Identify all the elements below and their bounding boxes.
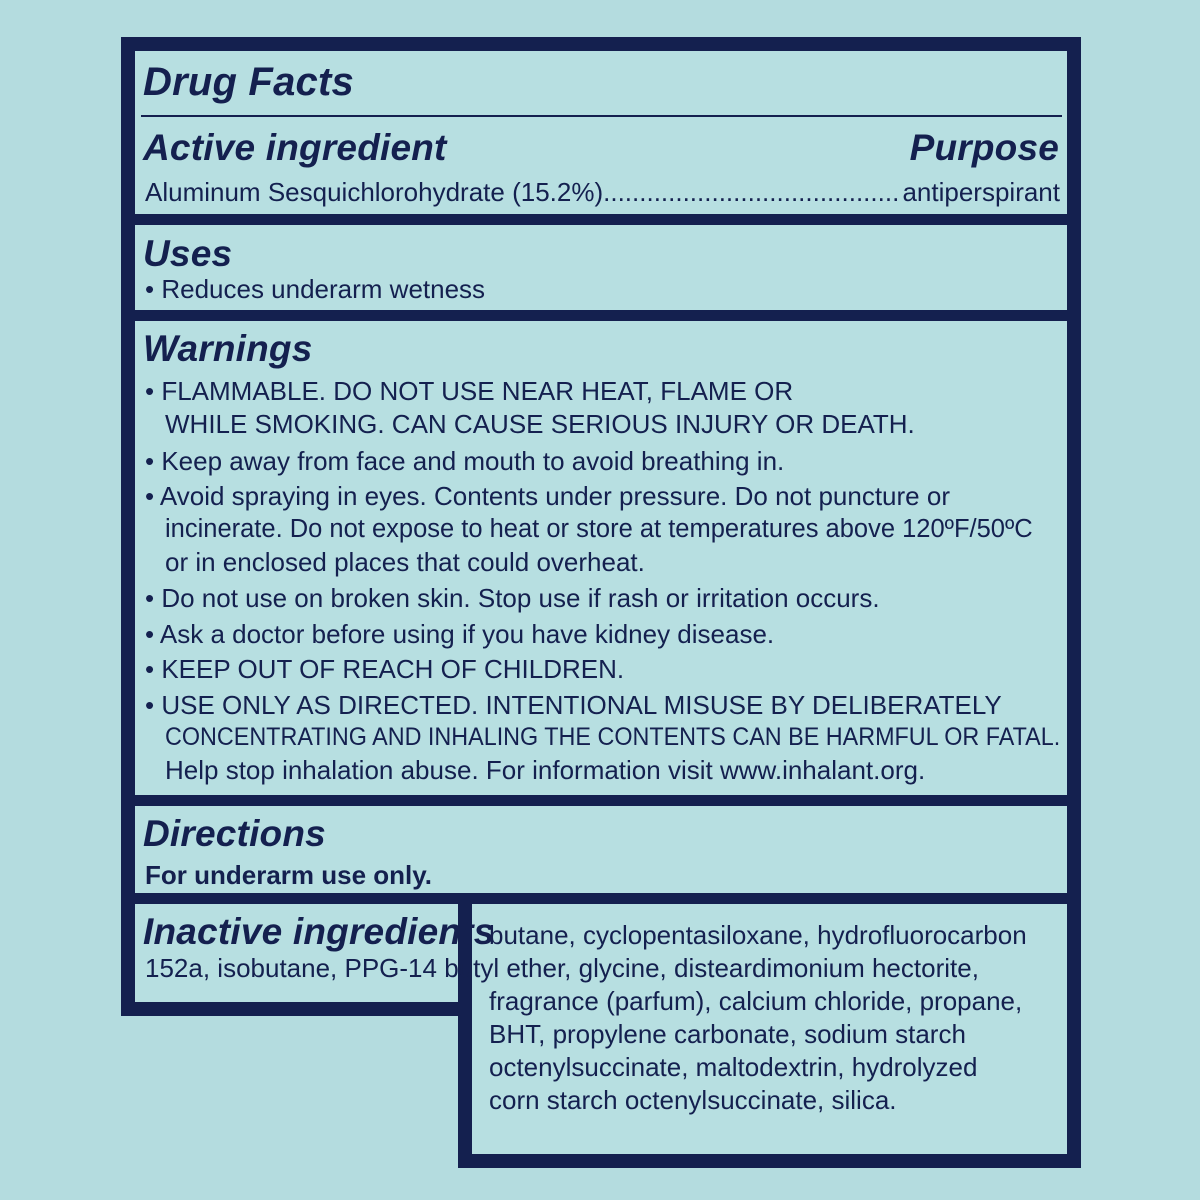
ingredient-name: Aluminum Sesquichlorohydrate (15.2%) xyxy=(145,177,604,207)
directions-heading: Directions xyxy=(143,813,326,854)
warning-line: • Keep away from face and mouth to avoid breathing in. xyxy=(145,446,785,476)
uses-heading: Uses xyxy=(143,233,233,274)
warning-line: • USE ONLY AS DIRECTED. INTENTIONAL MISUSE BY DELIBERATELY xyxy=(145,690,1002,720)
inactive-line: BHT, propylene carbonate, sodium starch xyxy=(489,1019,966,1049)
warning-line: WHILE SMOKING. CAN CAUSE SERIOUS INJURY OR DEATH. xyxy=(165,409,915,439)
divider-uses xyxy=(121,214,1081,225)
inactive-line: butane, cyclopentasiloxane, hydrofluorocarbon xyxy=(489,920,1027,950)
divider-inactive xyxy=(121,893,1081,904)
warnings-heading: Warnings xyxy=(143,328,313,369)
divider-directions xyxy=(121,795,1081,806)
uses-item: • Reduces underarm wetness xyxy=(145,274,486,304)
warning-line: • Do not use on broken skin. Stop use if rash or irritation occurs. xyxy=(145,583,880,613)
warning-line: or in enclosed places that could overheat. xyxy=(165,547,645,577)
inactive-ingredients-heading: Inactive ingredients xyxy=(143,911,495,952)
warning-line: • FLAMMABLE. DO NOT USE NEAR HEAT, FLAME OR xyxy=(145,376,794,406)
title-underline xyxy=(141,115,1062,117)
inactive-line: 152a, isobutane, PPG-14 butyl ether, glycine, disteardimonium hectorite, xyxy=(145,953,979,983)
active-ingredient-heading: Active ingredient xyxy=(143,127,447,168)
purpose-heading: Purpose xyxy=(909,127,1059,168)
leader-dots: ......................................... xyxy=(603,177,900,207)
warning-line: • Ask a doctor before using if you have kidney disease. xyxy=(145,619,775,649)
warning-line: • KEEP OUT OF REACH OF CHILDREN. xyxy=(145,654,625,684)
directions-text: For underarm use only. xyxy=(145,860,433,890)
warning-line: Help stop inhalation abuse. For information visit www.inhalant.org. xyxy=(165,755,926,785)
active-ingredient-row xyxy=(145,175,1060,209)
warning-line: CONCENTRATING AND INHALING THE CONTENTS CAN BE HARMFUL OR FATAL. xyxy=(165,723,1061,751)
page-title: Drug Facts xyxy=(143,60,354,104)
inactive-line: octenylsuccinate, maltodextrin, hydrolyzed xyxy=(489,1052,978,1082)
warning-line: incinerate. Do not expose to heat or store at temperatures above 120ºF/50ºC xyxy=(165,515,1033,543)
inactive-line: corn starch octenylsuccinate, silica. xyxy=(489,1085,897,1115)
divider-warnings xyxy=(121,310,1081,321)
purpose-value: antiperspirant xyxy=(902,177,1060,207)
inactive-line: fragrance (parfum), calcium chloride, propane, xyxy=(489,986,1023,1016)
warning-line: • Avoid spraying in eyes. Contents under pressure. Do not puncture or xyxy=(145,481,950,511)
